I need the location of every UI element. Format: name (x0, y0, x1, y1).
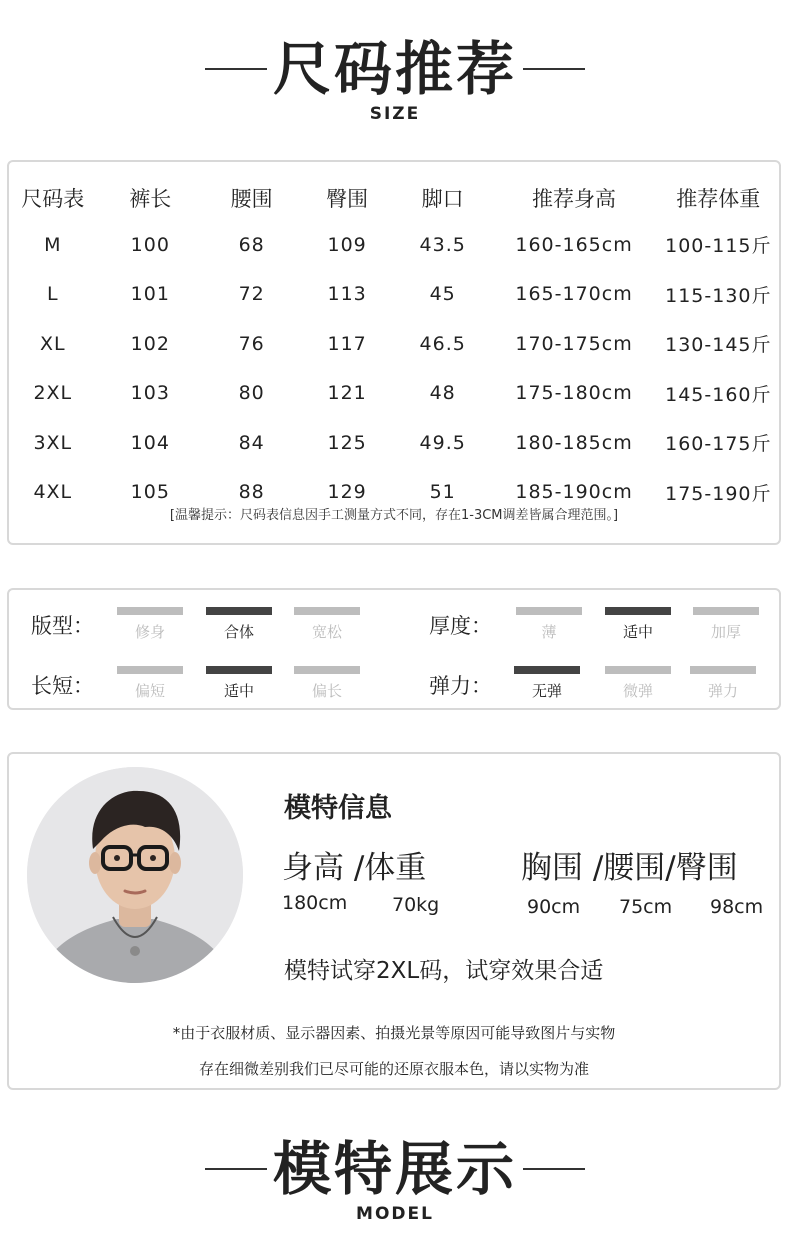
title-rule-right (523, 1168, 585, 1170)
option-bar (605, 607, 671, 615)
model-title (0, 1135, 790, 1224)
size-value-cell: 121 (327, 382, 367, 405)
fit-option (206, 607, 272, 642)
size-value-cell: 84 (238, 431, 265, 454)
measurements-label: 胸围 /腰围/臀围 (521, 850, 738, 886)
size-label-cell: L (46, 283, 59, 306)
size-value-cell: 105 (130, 481, 170, 504)
size-table-row (9, 270, 779, 320)
size-table-header: 推荐身高 (532, 187, 617, 211)
disclaimer-line-1: *由于衣服材质、显示器因素、拍摄光景等原因可能导致图片与实物 (172, 1024, 616, 1042)
option-bar (117, 607, 183, 615)
model-portrait-illustration (27, 767, 243, 983)
size-value-cell: 145-160斤 (665, 383, 772, 406)
size-title-main: 尺码推荐 (272, 35, 517, 103)
option-label: 偏短 (134, 682, 165, 700)
option-bar (605, 666, 671, 674)
size-value-cell: 113 (327, 283, 367, 306)
model-chest: 90cm (527, 896, 581, 918)
size-value-cell: 103 (130, 382, 170, 405)
elasticity-option (690, 666, 756, 701)
size-table-header: 臀围 (326, 187, 369, 211)
option-label: 合体 (223, 623, 254, 641)
thickness-label: 厚度： (429, 614, 492, 638)
size-value-cell: 165-170cm (515, 283, 633, 306)
size-value-cell: 185-190cm (515, 481, 633, 504)
size-value-cell: 180-185cm (515, 431, 633, 454)
size-value-cell: 102 (130, 332, 170, 355)
size-label-cell: 3XL (33, 431, 73, 454)
option-label: 适中 (223, 682, 254, 700)
option-bar (206, 666, 272, 674)
length-option (294, 666, 360, 701)
size-table-header: 尺码表 (21, 187, 85, 211)
length-option (117, 666, 183, 701)
size-value-cell: 160-165cm (515, 233, 633, 256)
option-bar (693, 607, 759, 615)
option-bar (294, 607, 360, 615)
size-label-cell: M (44, 233, 62, 256)
option-bar (690, 666, 756, 674)
elasticity-label: 弹力： (429, 674, 492, 698)
option-bar (516, 607, 582, 615)
size-table-row (9, 369, 779, 419)
size-value-cell: 117 (327, 332, 367, 355)
thickness-option (516, 607, 582, 642)
option-bar (294, 666, 360, 674)
option-label: 适中 (622, 623, 653, 641)
model-waist: 75cm (619, 896, 673, 918)
size-value-cell: 125 (327, 431, 367, 454)
size-value-cell: 72 (238, 283, 265, 306)
size-value-cell: 104 (130, 431, 170, 454)
size-table-header: 腰围 (230, 187, 273, 211)
fit-option (294, 607, 360, 642)
option-bar (117, 666, 183, 674)
model-tryon-size: 模特试穿2XL码，试穿效果合适 (284, 958, 604, 984)
fit-label: 版型： (31, 614, 94, 638)
size-value-cell: 48 (429, 382, 456, 405)
size-value-cell: 49.5 (419, 431, 466, 454)
height-weight-label: 身高 /体重 (282, 850, 427, 886)
size-table-header: 推荐体重 (676, 187, 761, 211)
size-label-cell: 4XL (33, 481, 73, 504)
size-value-cell: 101 (130, 283, 170, 306)
size-table-row (9, 319, 779, 369)
option-label: 薄 (541, 623, 557, 641)
size-value-cell: 43.5 (419, 233, 466, 256)
size-table-header: 脚口 (421, 187, 464, 211)
model-weight: 70kg (392, 894, 440, 916)
size-table-header-row (9, 176, 779, 220)
size-value-cell: 170-175cm (515, 332, 633, 355)
title-rule-left (205, 1168, 267, 1170)
size-title (0, 35, 790, 124)
size-value-cell: 129 (327, 481, 367, 504)
size-value-cell: 45 (429, 283, 456, 306)
title-rule-left (205, 68, 267, 70)
size-value-cell: 115-130斤 (665, 284, 772, 307)
length-option (206, 666, 272, 701)
size-label-cell: 2XL (33, 382, 73, 405)
size-value-cell: 51 (429, 481, 456, 504)
size-value-cell: 88 (238, 481, 265, 504)
option-bar (206, 607, 272, 615)
size-value-cell: 109 (327, 233, 367, 256)
size-value-cell: 130-145斤 (665, 334, 772, 357)
thickness-option (605, 607, 671, 642)
size-value-cell: 160-175斤 (665, 433, 772, 456)
option-bar (514, 666, 580, 674)
option-label: 修身 (134, 623, 165, 641)
option-label: 加厚 (710, 623, 741, 641)
size-value-cell: 175-180cm (515, 382, 633, 405)
size-value-cell: 46.5 (419, 332, 466, 355)
elasticity-option (514, 666, 580, 701)
fit-option (117, 607, 183, 642)
option-label: 弹力 (707, 682, 738, 700)
model-title-main: 模特展示 (272, 1135, 517, 1203)
option-label: 偏长 (311, 682, 342, 700)
option-label: 无弹 (531, 682, 562, 700)
length-label: 长短： (31, 674, 94, 698)
option-label: 微弹 (622, 682, 653, 700)
size-title-sub: SIZE (369, 104, 421, 124)
size-value-cell: 100 (130, 233, 170, 256)
size-value-cell: 175-190斤 (665, 482, 772, 505)
model-height: 180cm (282, 892, 348, 914)
model-info-heading: 模特信息 (284, 793, 392, 824)
model-photo (27, 767, 243, 983)
size-value-cell: 68 (238, 233, 265, 256)
size-value-cell: 76 (238, 332, 265, 355)
size-value-cell: 100-115斤 (665, 235, 772, 258)
model-title-sub: MODEL (356, 1204, 434, 1224)
option-label: 宽松 (311, 623, 342, 641)
elasticity-option (605, 666, 671, 701)
attributes-panel (7, 588, 781, 710)
model-hip: 98cm (710, 896, 764, 918)
size-value-cell: 80 (238, 382, 265, 405)
size-chart-panel (7, 160, 781, 545)
disclaimer-line-2: 存在细微差别我们已尽可能的还原衣服本色，请以实物为准 (198, 1060, 589, 1078)
size-table-header: 裤长 (129, 187, 172, 211)
model-info-panel (7, 752, 781, 1090)
title-rule-right (523, 68, 585, 70)
size-table-row (9, 220, 779, 270)
thickness-option (693, 607, 759, 642)
size-table-row (9, 418, 779, 468)
size-table (9, 176, 779, 517)
size-note: [温馨提示：尺码表信息因手工测量方式不同，存在1-3CM调差皆属合理范围。] (169, 508, 619, 523)
size-label-cell: XL (39, 332, 66, 355)
